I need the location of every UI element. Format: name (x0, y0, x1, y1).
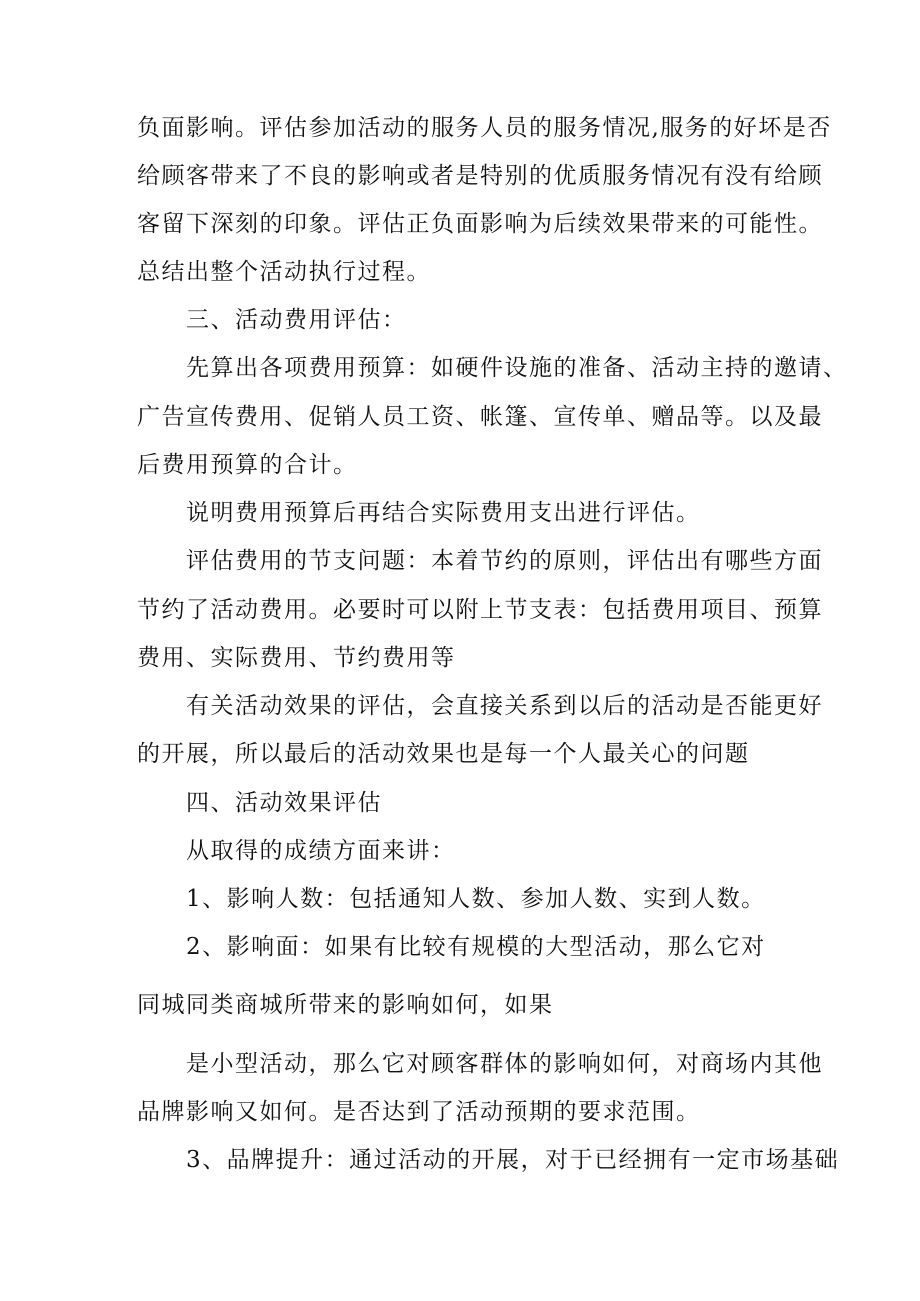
text-line: 负面影响。评估参加活动的服务人员的服务情况,服务的好坏是否 (137, 115, 832, 141)
text-line: 节约了活动费用。必要时可以附上节支表：包括费用项目、预算 (137, 597, 823, 623)
list-item: 3、品牌提升：通过活动的开展，对于已经拥有一定市场基础 (186, 1147, 840, 1173)
text-line: 说明费用预算后再结合实际费用支出进行评估。 (186, 500, 701, 526)
text-line: 品牌影响又如何。是否达到了活动预期的要求范围。 (137, 1099, 701, 1125)
list-item: 2、影响面：如果有比较有规模的大型活动，那么它对 (186, 934, 766, 960)
text-line: 费用、实际费用、节约费用等 (137, 645, 456, 671)
text-line: 评估费用的节支问题：本着节约的原则，评估出有哪些方面 (186, 548, 823, 574)
text-line: 同城同类商城所带来的影响如何，如果 (137, 992, 554, 1018)
text-line: 总结出整个活动执行过程。 (137, 259, 431, 285)
text-line: 给顾客带来了不良的影响或者是特别的优质服务情况有没有给顾 (137, 163, 823, 189)
text-line: 的开展，所以最后的活动效果也是每一个人最关心的问题 (137, 741, 750, 767)
text-line: 后费用预算的合计。 (137, 452, 358, 478)
text-line: 有关活动效果的评估，会直接关系到以后的活动是否能更好 (186, 693, 823, 719)
list-item: 1、影响人数：包括通知人数、参加人数、实到人数。 (186, 886, 766, 912)
section-heading: 四、活动效果评估 (186, 790, 382, 816)
text-line: 是小型活动，那么它对顾客群体的影响如何，对商场内其他 (186, 1051, 823, 1077)
text-line: 广告宣传费用、促销人员工资、帐篷、宣传单、赠品等。以及最 (137, 404, 823, 430)
text-line: 从取得的成绩方面来讲： (186, 838, 456, 864)
text-line: 先算出各项费用预算：如硬件设施的准备、活动主持的邀请、 (186, 355, 848, 381)
text-line: 客留下深刻的印象。评估正负面影响为后续效果带来的可能性。 (137, 211, 823, 237)
section-heading: 三、活动费用评估： (186, 307, 407, 333)
